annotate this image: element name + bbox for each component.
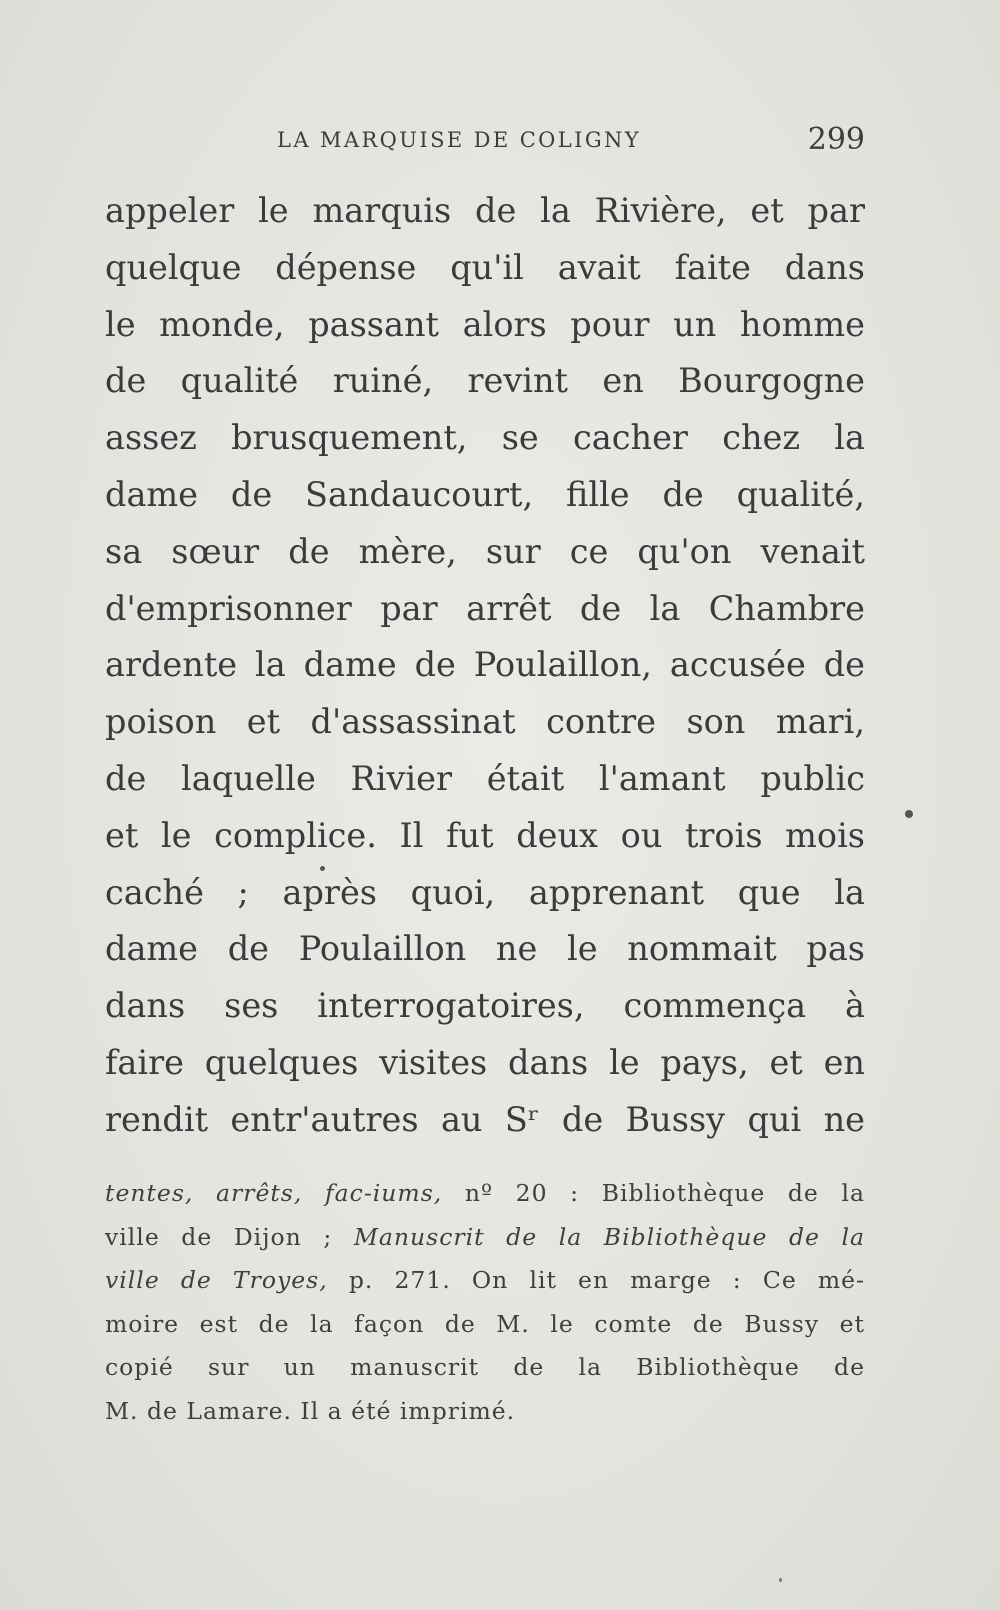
text-line: dans ses interrogatoires, commença à bbox=[105, 986, 865, 1026]
footnote-line bbox=[105, 1172, 865, 1216]
text-line: assez brusquement, se cacher chez la bbox=[105, 418, 865, 458]
text-line: sa sœur de mère, sur ce qu'on venait bbox=[105, 531, 865, 571]
footnote-text: nº 20 : Bibliothèque de la bbox=[442, 1179, 865, 1207]
footnote-line bbox=[105, 1259, 865, 1303]
footnote-italic-text: tentes, arrêts, fac-iums, bbox=[105, 1179, 443, 1207]
footnote-text: p. 271. On lit en marge : Ce mé- bbox=[327, 1266, 865, 1294]
footnote-italic-text: Manuscrit de la Bibliothèque de la bbox=[353, 1222, 866, 1251]
footnote-line: copié sur un manuscrit de la Bibliothèque de bbox=[105, 1353, 865, 1381]
text-line: et le complice. Il fut deux ou trois mois bbox=[105, 815, 865, 855]
text-line: caché ; après quoi, apprenant que la bbox=[105, 872, 865, 912]
text-line: de laquelle Rivier était l'amant public bbox=[105, 758, 865, 798]
paper-speck bbox=[320, 866, 325, 871]
text-line: rendit entr'autres au Sʳ de Bussy qui ne bbox=[105, 1099, 865, 1139]
text-line: d'emprisonner par arrêt de la Chambre bbox=[105, 588, 865, 628]
footnote-line: M. de Lamare. Il a été imprimé. bbox=[105, 1396, 516, 1425]
paper-speck bbox=[779, 1578, 782, 1582]
paper-speck bbox=[905, 810, 913, 818]
text-line: ardente la dame de Poulaillon, accusée de bbox=[105, 645, 865, 685]
footnote bbox=[105, 1172, 865, 1433]
text-line: dame de Poulaillon ne le nommait pas bbox=[105, 929, 865, 969]
footnote-text: ville de Dijon ; bbox=[105, 1222, 354, 1251]
text-line: le monde, passant alors pour un homme bbox=[105, 304, 865, 344]
text-line: faire quelques visites dans le pays, et en bbox=[105, 1042, 865, 1082]
text-line: appeler le marquis de la Rivière, et par bbox=[105, 191, 865, 230]
text-line: poison et d'assassinat contre son mari, bbox=[105, 702, 865, 742]
body-text bbox=[105, 183, 865, 1149]
running-title: LA MARQUISE DE COLIGNY bbox=[277, 128, 642, 152]
footnote-line: moire est de la façon de M. le comte de Bussy et bbox=[105, 1309, 865, 1338]
page-number: 299 bbox=[807, 122, 865, 157]
text-line: dame de Sandaucourt, fille de qualité, bbox=[105, 474, 865, 514]
text-line: quelque dépense qu'il avait faite dans bbox=[105, 247, 865, 287]
running-header bbox=[105, 122, 865, 162]
footnote-italic-text: ville de Troyes, bbox=[105, 1266, 328, 1294]
text-line: de qualité ruiné, revint en Bourgogne bbox=[105, 361, 865, 401]
footnote-line bbox=[105, 1216, 865, 1260]
